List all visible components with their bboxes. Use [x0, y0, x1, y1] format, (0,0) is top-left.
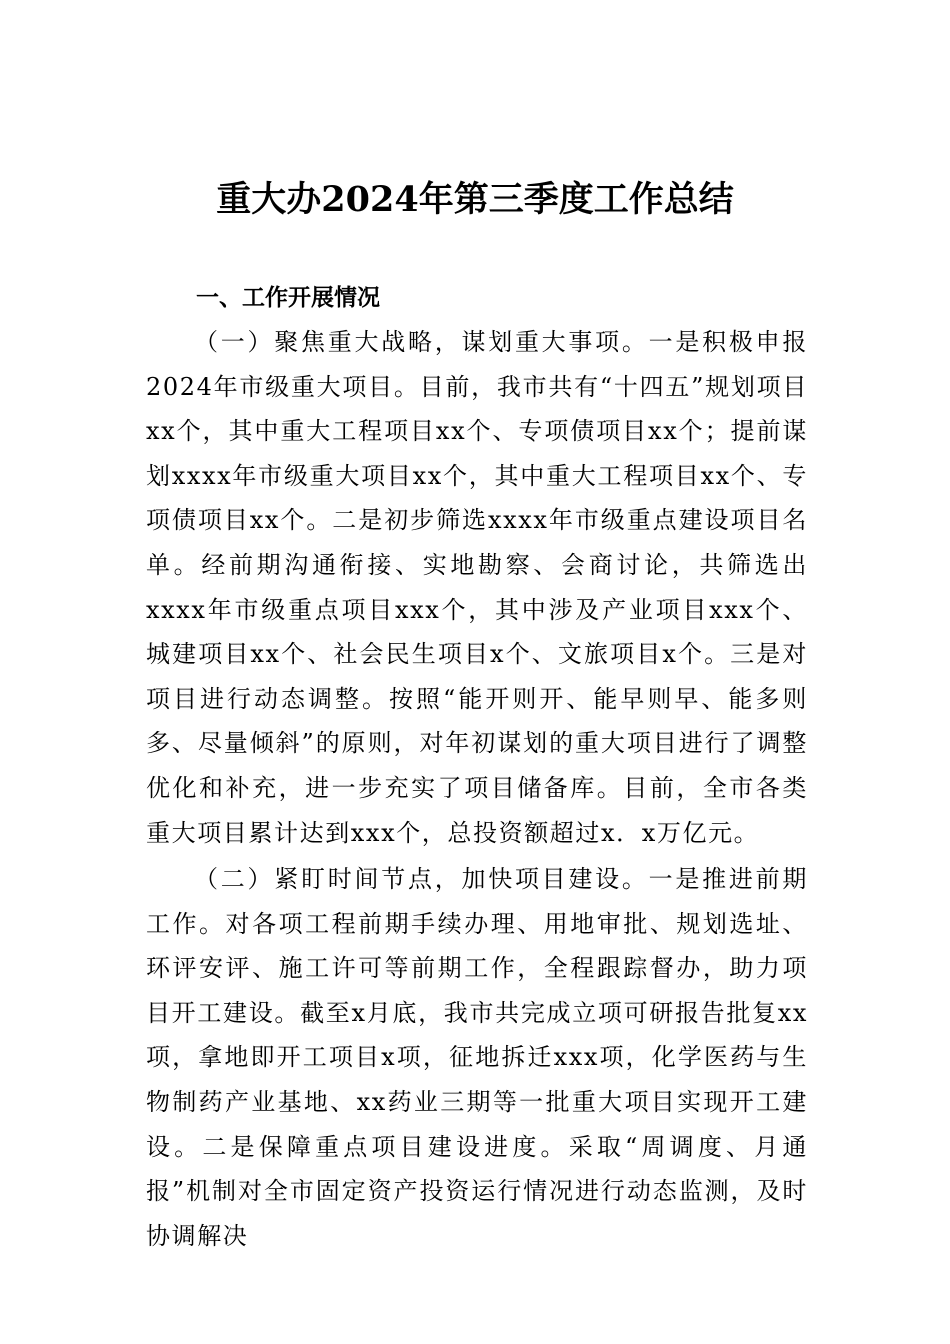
paragraph-1-major-strategy: （一）聚焦重大战略，谋划重大事项。一是积极申报2024年市级重大项目。目前，我市共有“十四五”规划项目xx个，其中重大工程项目xx个、专项债项目xx个；提前谋划xxxx年市级重大项目xx个，其中重大工程项目xx个、专项债项目xx个。二是初步筛选xxxx年市级重点建设项目名单。经前期沟通衔接、实地勘察、会商讨论，共筛选出xxxx年市级重点项目xxx个，其中涉及产业项目xxx个、城建项目xx个、社会民生项目x个、文旅项目x个。三是对项目进行动态调整。按照“能开则开、能早则早、能多则多、尽量倾斜”的原则，对年初谋划的重大项目进行了调整优化和补充，进一步充实了项目储备库。目前，全市各类重大项目累计达到xxx个，总投资额超过x．x万亿元。	[146, 328, 808, 847]
section-heading-work-progress: 一、工作开展情况	[196, 285, 380, 311]
document-title: 重大办2024年第三季度工作总结	[216, 179, 734, 220]
paragraph-2-project-construction: （二）紧盯时间节点，加快项目建设。一是推进前期工作。对各项工程前期手续办理、用地审批、规划选址、环评安评、施工许可等前期工作，全程跟踪督办，助力项目开工建设。截至x月底，我市共完成立项可研报告批复xx项，拿地即开工项目x项，征地拆迁xxx项，化学医药与生物制药产业基地、xx药业三期等一批重大项目实现开工建设。二是保障重点项目建设进度。采取“周调度、月通报”机制对全市固定资产投资运行情况进行动态监测，及时协调解决	[146, 865, 808, 1250]
